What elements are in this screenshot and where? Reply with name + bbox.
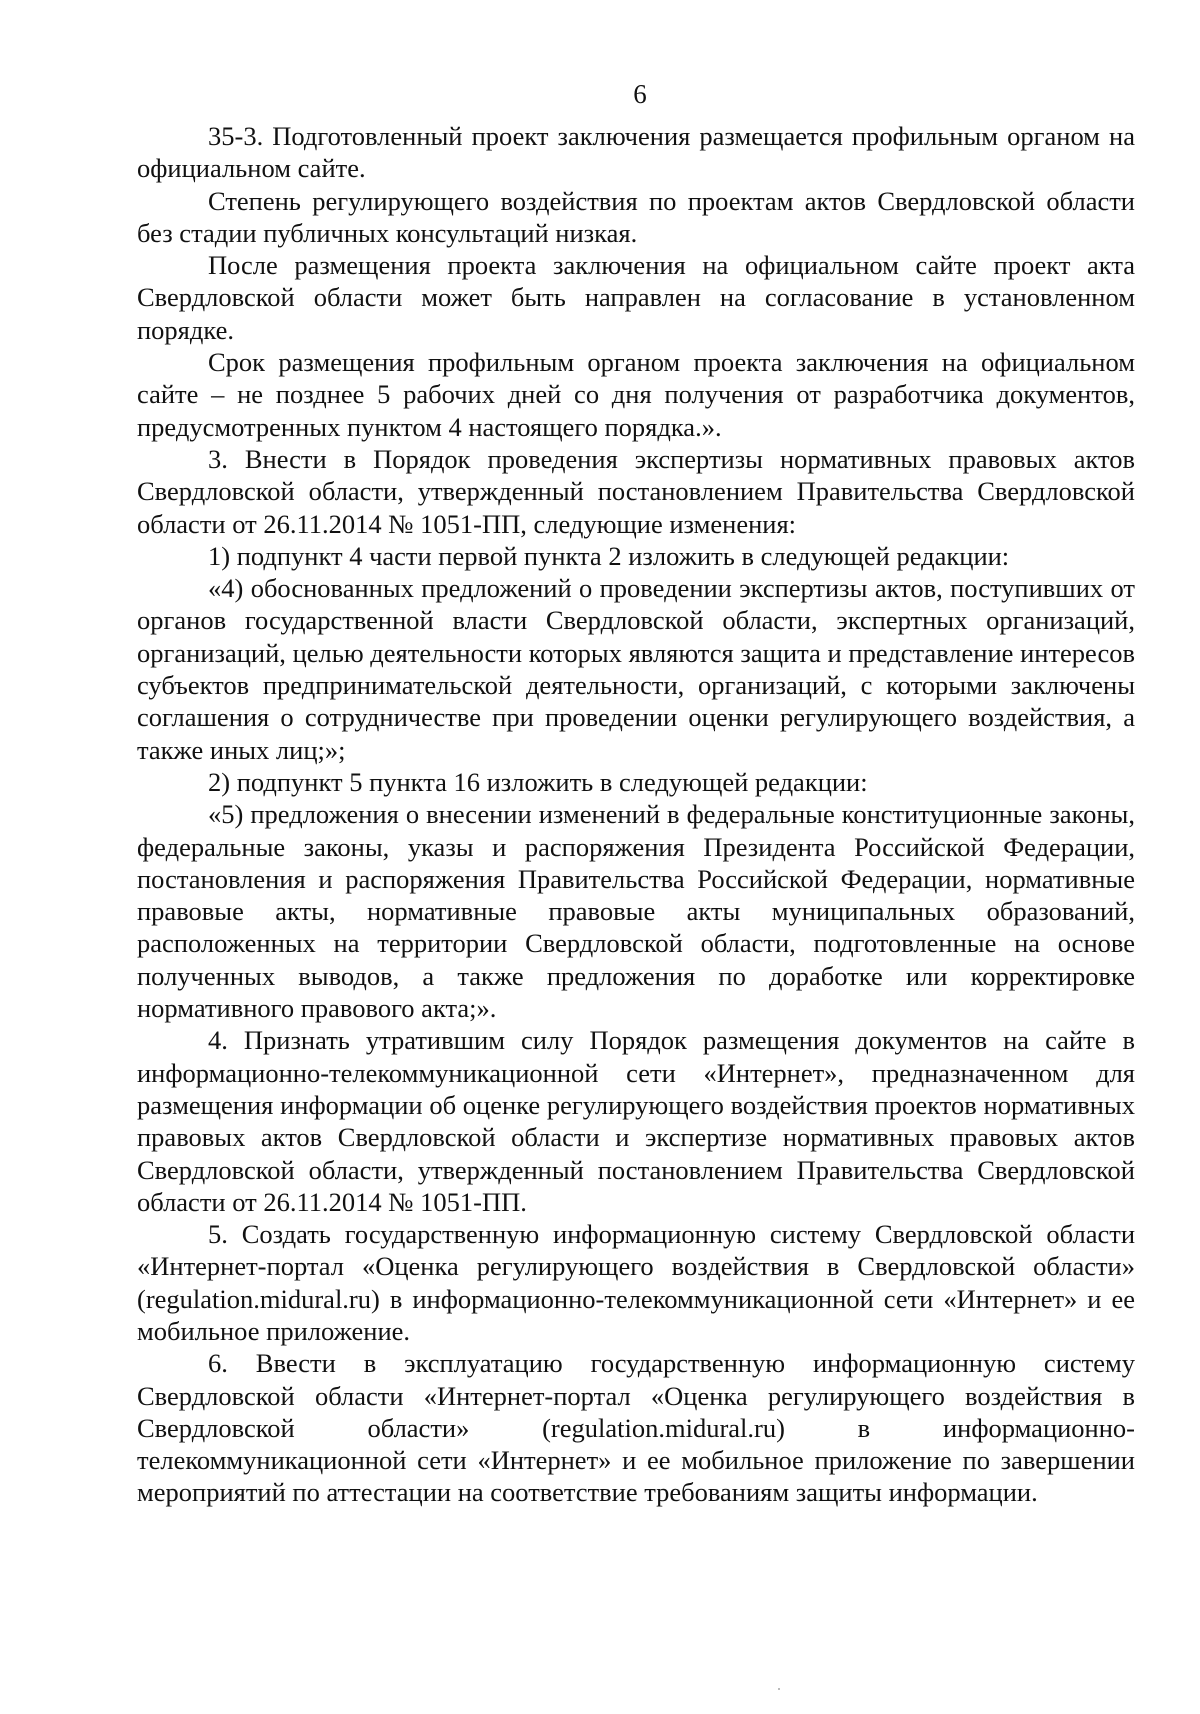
paragraph-35-3: 35-3. Подготовленный проект заключения размещается профильным органом на официальном сайте.: [137, 121, 1135, 184]
page-number: 6: [633, 79, 647, 109]
paragraph-subitem-2: 2) подпункт 5 пункта 16 изложить в следующей редакции:: [208, 766, 868, 797]
paragraph-regulatory-degree: Степень регулирующего воздействия по проектам актов Свердловской области без стадии публичных консультаций низкая.: [137, 185, 1135, 248]
paragraph-posting-deadline: Срок размещения профильным органом проекта заключения на официальном сайте – не позднее 5 рабочих дней со дня получения от разработчика документов, предусмотренных пунктом 4 настоящего порядка.».: [137, 347, 1135, 442]
paragraph-item-6: 6. Ввести в эксплуатацию государственную информационную систему Свердловской области «Интернет-портал «Оценка регулирующего воздействия в Свердловской области» (regulation.midural.ru) в информационно-телекоммуникационной сети «Интернет» и ее мобильное приложение по завершении мероприятий по аттестации на соответствие требованиям защиты информации.: [137, 1348, 1135, 1508]
paragraph-quote-4: «4) обоснованных предложений о проведении экспертизы актов, поступивших от органов государственной власти Свердловской области, экспертных организаций, организаций, целью деятельности которых являются защита и представление интересов субъектов предпринимательской деятельности, организаций, с которыми заключены соглашения о сотрудничестве при проведении оценки регулирующего воздействия, а также иных лиц;»;: [137, 573, 1135, 765]
document-body: [137, 120, 1135, 1509]
paragraph-subitem-1: 1) подпункт 4 части первой пункта 2 изложить в следующей редакции:: [208, 540, 1010, 571]
paragraph-item-3: 3. Внести в Порядок проведения экспертизы нормативных правовых актов Свердловской области, утвержденный постановлением Правительства Свердловской области от 26.11.2014 № 1051-ПП, следующие изменения:: [137, 443, 1135, 539]
paragraph-item-5: 5. Создать государственную информационную систему Свердловской области «Интернет-портал «Оценка регулирующего воздействия в Свердловской области» (regulation.midural.ru) в информационно-телекоммуникационной сети «Интернет» и ее мобильное приложение.: [137, 1219, 1135, 1346]
paragraph-quote-5: «5) предложения о внесении изменений в федеральные конституционные законы, федеральные законы, указы и распоряжения Президента Российской Федерации, постановления и распоряжения Правительства Российской Федерации, нормативные правовые акты, нормативные правовые акты муниципальных образований, расположенных на территории Свердловской области, подготовленные на основе полученных выводов, а также предложения по доработке или корректировке нормативного правового акта;».: [137, 799, 1135, 1024]
scan-speck: [778, 1688, 780, 1690]
paragraph-item-4: 4. Признать утратившим силу Порядок размещения документов на сайте в информационно-телекоммуникационной сети «Интернет», предназначенном для размещения информации об оценке регулирующего воздействия проектов нормативных правовых актов Свердловской области и экспертизе нормативных правовых актов Свердловской области, утвержденный постановлением Правительства Свердловской области от 26.11.2014 № 1051-ПП.: [137, 1025, 1135, 1217]
paragraph-after-posting: После размещения проекта заключения на официальном сайте проект акта Свердловской области может быть направлен на согласование в установленном порядке.: [137, 250, 1135, 345]
